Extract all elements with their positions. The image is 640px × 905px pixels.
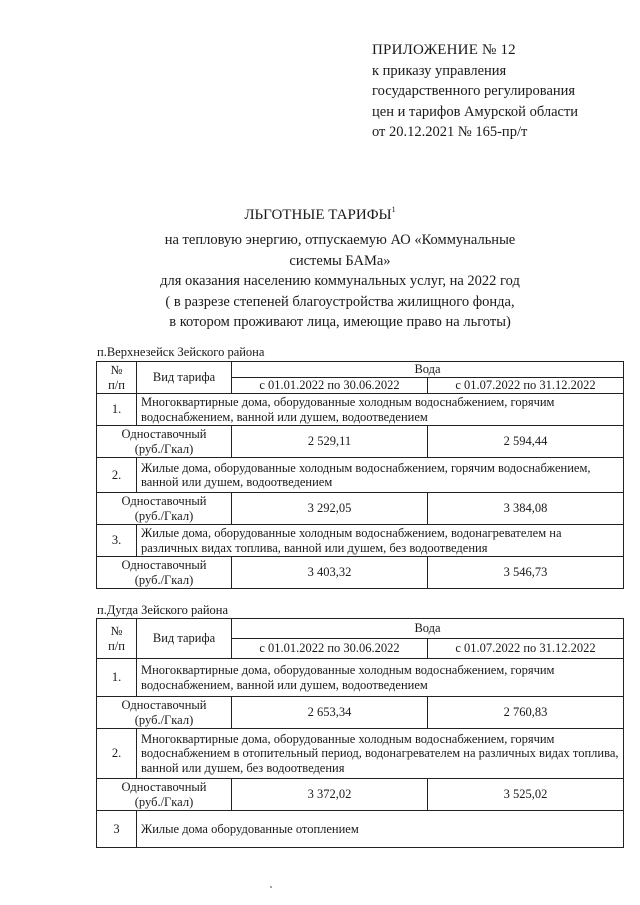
row-num: 3. xyxy=(97,525,137,557)
header-num: № п/п xyxy=(97,619,137,659)
document-subtitle xyxy=(150,230,530,333)
row-desc: Жилые дома, оборудованные холодным водоснабжением, водонагревателем на различных видах топлива, ванной или душем, без водоотведения xyxy=(137,525,624,557)
subtitle-line: ( в разрезе степеней благоустройства жилищного фонда, xyxy=(165,293,515,310)
table-row xyxy=(97,779,624,811)
table-row xyxy=(97,458,624,493)
rate-value: 2 653,34 xyxy=(232,697,428,729)
row-num: 3 xyxy=(97,811,137,848)
table-row xyxy=(97,394,624,426)
appendix-line: цен и тарифов Амурской области xyxy=(372,103,579,120)
row-desc: Жилые дома, оборудованные холодным водоснабжением, горячим водоснабжением, ванной или душем, водоотведением xyxy=(137,458,624,493)
table-row xyxy=(97,525,624,557)
row-desc: Многоквартирные дома, оборудованные холодным водоснабжением, горячим водоснабжением в отопительный период, водонагревателем на различных видах топлива, ванной или душем, без водоотведения xyxy=(137,729,624,779)
scan-speck xyxy=(270,886,272,888)
footnote-mark: 1 xyxy=(391,205,396,214)
header-period-2: с 01.07.2022 по 31.12.2022 xyxy=(428,639,624,659)
row-num: 2. xyxy=(97,458,137,493)
header-type: Вид тарифа xyxy=(137,362,232,394)
subtitle-line: на тепловую энергию, отпускаемую АО «Коммунальные xyxy=(164,232,516,248)
section-place-label: п.Дугда Зейского района xyxy=(97,603,229,617)
rate-value: 2 594,44 xyxy=(428,426,624,458)
header-water: Вода xyxy=(232,362,624,378)
table-row xyxy=(97,697,624,729)
table-row xyxy=(97,659,624,697)
table-row xyxy=(97,426,624,458)
rate-value: 3 292,05 xyxy=(232,493,428,525)
table-row xyxy=(97,557,624,589)
appendix-line: к приказу управления xyxy=(372,62,507,79)
row-desc: Многоквартирные дома, оборудованные холодным водоснабжением, горячим водоснабжением, ванной или душем, водоотведением xyxy=(137,659,624,697)
header-type: Вид тарифа xyxy=(137,619,232,659)
appendix-line: от 20.12.2021 № 165-пр/т xyxy=(372,124,528,140)
tariff-table xyxy=(96,361,624,589)
section-place-label: п.Верхнезейск Зейского района xyxy=(97,345,265,359)
rate-value: 2 529,11 xyxy=(232,426,428,458)
appendix-number: ПРИЛОЖЕНИЕ № 12 xyxy=(372,42,516,58)
rate-value: 3 403,32 xyxy=(232,557,428,589)
appendix-block xyxy=(372,40,634,143)
rate-value: 3 372,02 xyxy=(232,779,428,811)
subtitle-line: системы БАМа» xyxy=(289,252,391,269)
rate-value: 3 384,08 xyxy=(428,493,624,525)
row-num: 2. xyxy=(97,729,137,779)
rate-label: Одноставочный (руб./Гкал) xyxy=(97,697,232,729)
tariff-table xyxy=(96,618,624,848)
rate-label: Одноставочный (руб./Гкал) xyxy=(97,557,232,589)
header-period-2: с 01.07.2022 по 31.12.2022 xyxy=(428,378,624,394)
rate-label: Одноставочный (руб./Гкал) xyxy=(97,426,232,458)
appendix-line: государственного регулирования xyxy=(372,83,576,99)
rate-value: 3 525,02 xyxy=(428,779,624,811)
header-water: Вода xyxy=(232,619,624,639)
document-title xyxy=(0,200,640,225)
rate-label: Одноставочный (руб./Гкал) xyxy=(97,493,232,525)
table-row xyxy=(97,729,624,779)
table-row xyxy=(97,493,624,525)
subtitle-line: для оказания населению коммунальных услуг, на 2022 год xyxy=(160,273,520,289)
table-row xyxy=(97,811,624,848)
row-num: 1. xyxy=(97,659,137,697)
subtitle-line: в котором проживают лица, имеющие право на льготы) xyxy=(169,314,511,330)
row-desc: Жилые дома оборудованные отоплением xyxy=(137,811,624,848)
rate-value: 3 546,73 xyxy=(428,557,624,589)
title-text: ЛЬГОТНЫЕ ТАРИФЫ xyxy=(244,207,392,223)
header-period-1: с 01.01.2022 по 30.06.2022 xyxy=(232,378,428,394)
row-desc: Многоквартирные дома, оборудованные холодным водоснабжением, горячим водоснабжением, ванной или душем, водоотведением xyxy=(137,394,624,426)
rate-value: 2 760,83 xyxy=(428,697,624,729)
row-num: 1. xyxy=(97,394,137,426)
header-num: № п/п xyxy=(97,362,137,394)
rate-label: Одноставочный (руб./Гкал) xyxy=(97,779,232,811)
header-period-1: с 01.01.2022 по 30.06.2022 xyxy=(232,639,428,659)
